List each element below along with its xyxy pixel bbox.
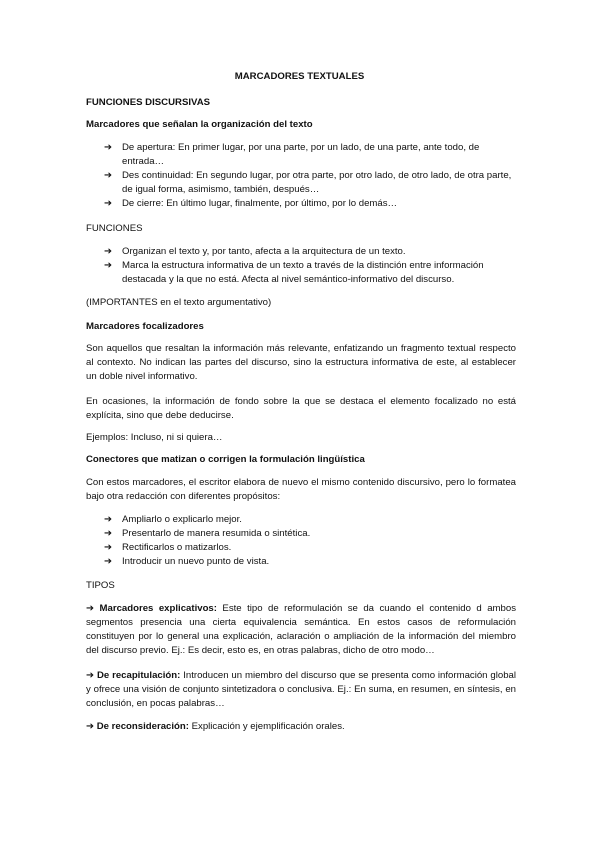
arrow-icon: ➔ [104, 170, 113, 181]
tipo-text: Explicación y ejemplificación orales. [188, 721, 345, 732]
list-item-text: De cierre: En último lugar, finalmente, por último, por lo demás… [122, 198, 398, 209]
tipo-label: De recapitulación: [96, 670, 181, 681]
funciones-list [86, 245, 516, 287]
list-item-text: Organizan el texto y, por tanto, afecta a la arquitectura de un texto. [122, 246, 406, 257]
arrow-icon: ➔ [86, 670, 95, 681]
list-item [86, 141, 516, 169]
list-item [86, 541, 516, 555]
tipo-text: Introducen un miembro del discurso que se presenta como información global y ofrece una visión de conjunto sintetizadora o conclusiva. Ej.: En suma, en resumen, en síntesis, en conclusión, en pocas palabras… [86, 670, 516, 709]
arrow-icon: ➔ [104, 556, 113, 567]
subheading-organizacion: Marcadores que señalan la organización del texto [86, 119, 313, 130]
focalizadores-examples: Ejemplos: Incluso, ni si quiera… [86, 432, 223, 443]
arrow-icon: ➔ [104, 246, 113, 257]
list-item [86, 245, 516, 259]
tipo-recapitulacion [86, 669, 516, 711]
section-heading-tipos: TIPOS [86, 580, 115, 591]
list-item-text: Marca la estructura informativa de un texto a través de la distinción entre información destacada y la que no está. Afecta al nivel semántico-informativo del discurso. [122, 260, 484, 285]
arrow-icon: ➔ [86, 603, 95, 614]
arrow-icon: ➔ [104, 542, 113, 553]
arrow-icon: ➔ [104, 198, 113, 209]
list-item-text: Introducir un nuevo punto de vista. [122, 556, 270, 567]
list-item [86, 259, 516, 287]
list-item [86, 527, 516, 541]
list-item-text: Ampliarlo o explicarlo mejor. [122, 514, 242, 525]
list-item [86, 197, 516, 211]
arrow-icon: ➔ [104, 514, 113, 525]
tipo-explicativos [86, 602, 516, 658]
list-item [86, 555, 516, 569]
tipo-reconsideracion [86, 720, 516, 734]
list-item-text: De apertura: En primer lugar, por una parte, por un lado, de una parte, ante todo, de entrada… [122, 142, 480, 167]
tipo-text: Este tipo de reformulación se da cuando el contenido d ambos segmentos presencia una cierta equivalencia semántica. En estos casos de reformulación constituyen por lo general una explicación, aclaración o ampliación de la información del miembro del discurso previo. Ej.: Es decir, esto es, en otras palabras, dicho de otro modo… [86, 603, 516, 656]
section-heading-funciones-discursivas: FUNCIONES DISCURSIVAS [86, 97, 211, 108]
subheading-conectores: Conectores que matizan o corrigen la formulación lingüística [86, 454, 365, 465]
focalizadores-paragraph-2: En ocasiones, la información de fondo sobre la que se destaca el elemento focalizado no está explícita, sino que debe deducirse. [86, 396, 516, 421]
focalizadores-paragraph-1: Son aquellos que resaltan la información más relevante, enfatizando un fragmento textual respecto al contexto. No indican las partes del discurso, sino la estructura informativa de este, al establecer un doble nivel informativo. [86, 343, 516, 382]
tipo-label: De reconsideración: [96, 721, 189, 732]
conectores-list [86, 513, 516, 569]
subheading-focalizadores: Marcadores focalizadores [86, 321, 204, 332]
arrow-icon: ➔ [104, 142, 113, 153]
list-item [86, 169, 516, 197]
document-title: MARCADORES TEXTUALES [234, 71, 365, 82]
list-item-text: Presentarlo de manera resumida o sintética. [122, 528, 311, 539]
list-item [86, 513, 516, 527]
list-item-text: Des continuidad: En segundo lugar, por otra parte, por otro lado, de otro lado, de otra parte, de igual forma, asimismo, también, después… [122, 170, 512, 195]
organizacion-list [86, 141, 516, 211]
section-heading-funciones: FUNCIONES [86, 223, 143, 234]
arrow-icon: ➔ [86, 721, 95, 732]
arrow-icon: ➔ [104, 528, 113, 539]
conectores-paragraph: Con estos marcadores, el escritor elabora de nuevo el mismo contenido discursivo, pero lo formatea bajo otra redacción con diferentes propósitos: [86, 477, 516, 502]
tipo-label: Marcadores explicativos: [99, 603, 217, 614]
list-item-text: Rectificarlos o matizarlos. [122, 542, 232, 553]
importantes-note: (IMPORTANTES en el texto argumentativo) [86, 297, 272, 308]
arrow-icon: ➔ [104, 260, 113, 271]
